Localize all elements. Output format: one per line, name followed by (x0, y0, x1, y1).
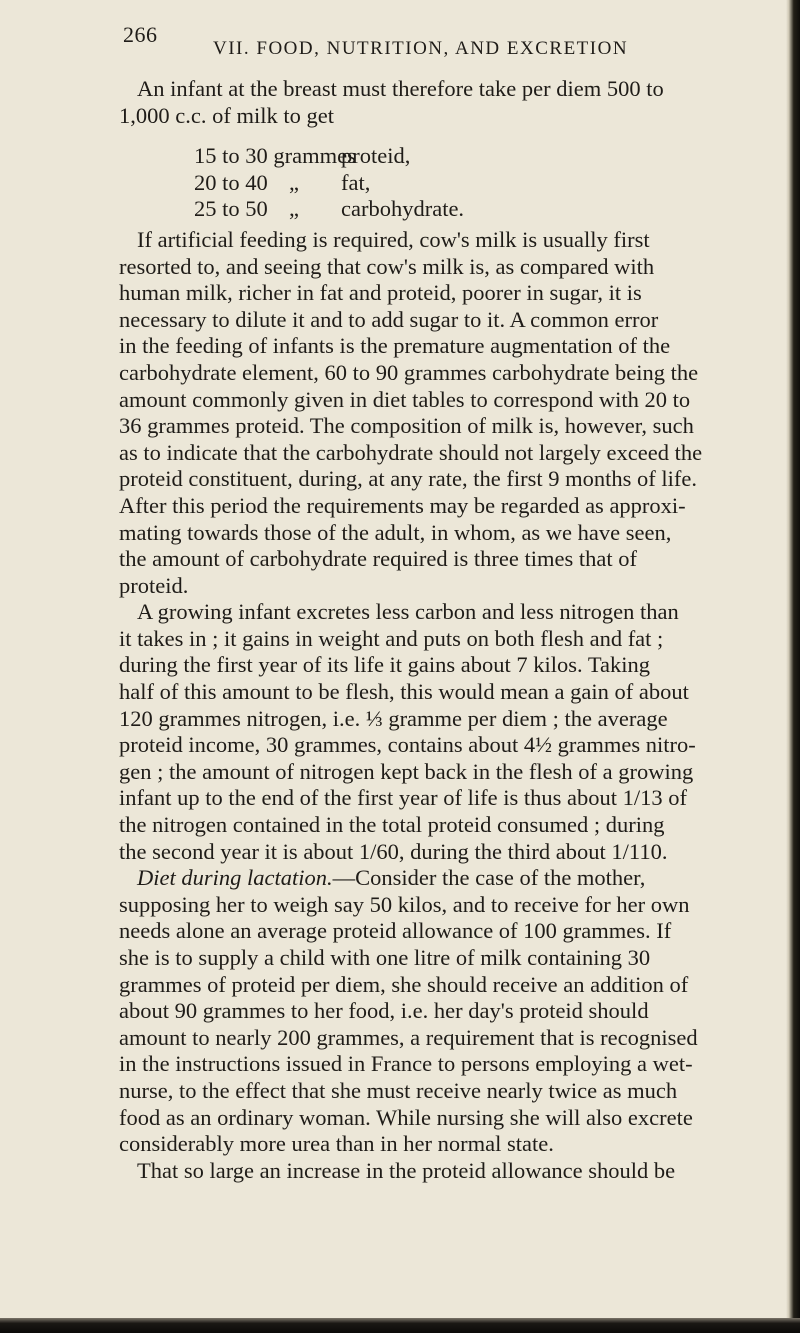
text-line: in the instructions issued in France to persons employing a wet- (119, 1051, 693, 1077)
section-heading: Diet during lactation. (137, 865, 333, 891)
text-line: the amount of carbohydrate required is three times that of (119, 546, 637, 572)
text-line: necessary to dilute it and to add sugar to it. A common error (119, 306, 659, 332)
requirement-range: 25 to 50 (194, 196, 268, 222)
requirements-table (119, 143, 774, 223)
text-line: food as an ordinary woman. While nursing she will also excrete (119, 1104, 693, 1130)
text-line: proteid income, 30 grammes, contains about 4½ grammes nitro- (119, 732, 696, 758)
text-line: resorted to, and seeing that cow's milk is, as compared with (119, 253, 655, 279)
text-line: as to indicate that the carbohydrate should not largely exceed the (119, 439, 703, 465)
text-line: An infant at the breast must therefore take per diem 500 to (137, 76, 664, 101)
requirement-row (119, 196, 774, 223)
text-line: during the first year of its life it gains about 7 kilos. Taking (119, 652, 651, 678)
text-line: proteid constituent, during, at any rate, the first 9 months of life. (119, 466, 697, 492)
requirement-range: 20 to 40 (194, 169, 268, 195)
text-line: 36 grammes proteid. The composition of milk is, however, such (119, 413, 694, 439)
requirement-item: proteid, (341, 143, 411, 169)
text-line: it takes in ; it gains in weight and puts on both flesh and fat ; (119, 625, 664, 651)
body-text (119, 76, 774, 1184)
text-line: she is to supply a child with one litre of milk containing 30 (119, 945, 651, 970)
text-line: about 90 grammes to her food, i.e. her day's proteid should (119, 998, 649, 1024)
text-line: mating towards those of the adult, in whom, as we have seen, (119, 519, 672, 545)
text-line: grammes of proteid per diem, she should receive an addition of (119, 971, 689, 997)
text-line: amount to nearly 200 grammes, a requirement that is recognised (119, 1024, 698, 1050)
text-line: A growing infant excretes less carbon and less nitrogen than (137, 599, 679, 625)
text-line: proteid. (119, 572, 189, 598)
requirement-row (119, 143, 774, 170)
text-line: infant up to the end of the first year of life is thus about 1/13 of (119, 785, 687, 811)
running-head: VII. FOOD, NUTRITION, AND EXCRETION (213, 38, 629, 59)
text-line: gen ; the amount of nitrogen kept back in the flesh of a growing (119, 758, 694, 784)
ditto-mark: „ (289, 196, 299, 222)
lactation-paragraph-start (119, 865, 774, 892)
page-number: 266 (123, 22, 158, 47)
text-line: carbohydrate element, 60 to 90 grammes carbohydrate being the (119, 359, 699, 385)
scan-bottom-border (0, 1318, 800, 1333)
text-line: 120 grammes nitrogen, i.e. ⅓ gramme per diem ; the average (119, 705, 668, 731)
text-line: If artificial feeding is required, cow's milk is usually first (137, 226, 650, 252)
ditto-mark: „ (289, 169, 299, 195)
text-line: considerably more urea than in her normal state. (119, 1131, 554, 1157)
requirement-range: 15 to 30 grammes (194, 143, 356, 169)
text-line: half of this amount to be flesh, this would mean a gain of about (119, 679, 689, 705)
text-line: the nitrogen contained in the total proteid consumed ; during (119, 812, 665, 838)
text-line: 1,000 c.c. of milk to get (119, 102, 334, 128)
text-line: After this period the requirements may be regarded as approxi- (119, 492, 686, 518)
text-line: the second year it is about 1/60, during the third about 1/110. (119, 838, 668, 864)
text-line: supposing her to weigh say 50 kilos, and to receive for her own (119, 891, 690, 917)
requirement-item: fat, (341, 169, 371, 195)
text-line: in the feeding of infants is the premature augmentation of the (119, 333, 671, 359)
text-line: —Consider the case of the mother, (332, 865, 646, 891)
page-edge-shadow (786, 0, 800, 1333)
text-line: amount commonly given in diet tables to correspond with 20 to (119, 386, 691, 412)
requirement-row (119, 170, 774, 197)
text-line: needs alone an average proteid allowance of 100 grammes. If (119, 918, 672, 944)
text-line: human milk, richer in fat and proteid, poorer in sugar, it is (119, 280, 642, 306)
text-line: nurse, to the effect that she must receive nearly twice as much (119, 1077, 678, 1103)
requirement-item: carbohydrate. (341, 196, 465, 222)
text-line: That so large an increase in the proteid allowance should be (137, 1157, 676, 1183)
